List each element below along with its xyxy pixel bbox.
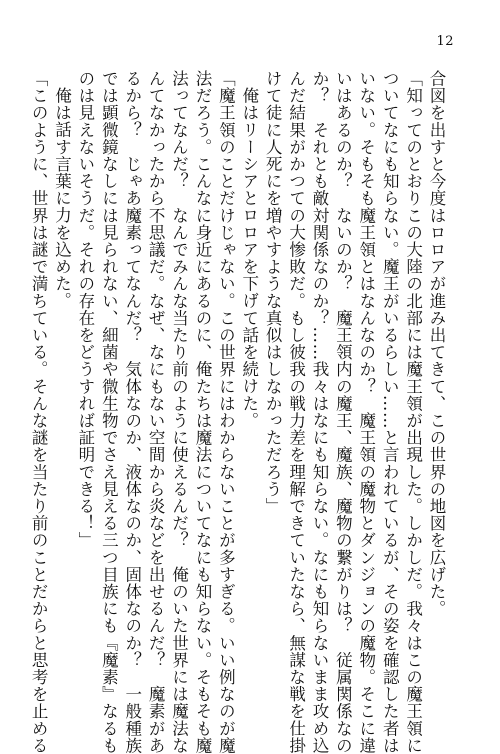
text-line: 法ってなんだ？ なんでみんな当たり前のように使えるんだ？ 俺のいた世界には魔法な [169,70,189,754]
text-line: では顕微鏡なしには見られない、細菌や微生物でさえ見える三つ目族にも『魔素』なるも [99,70,119,754]
text-line: いはあるのか？ ないのか？ 魔王領内の魔王、魔族、魔物の繋がりは？ 従属関係なの [333,70,353,754]
text-line: のは見えないそうだ。それの存在をどうすれば証明できる！」 [75,70,95,549]
novel-text-block [27,70,448,754]
text-line: 俺は話す言葉に力を込めた。 [52,86,72,309]
text-line: 法だろう。こんなに身近にあるのに、俺たちは魔法についてなにも知らない。そもそも魔 [192,70,212,754]
text-line: ついてなにも知らない。魔王がいるらしい……と言われているが、その姿を確認した者は [380,70,400,754]
text-line: 「知ってのとおりこの大陸の北部には魔王領が出現した。しかしだ。我々はこの魔王領に [403,70,423,754]
text-line: けて徒に人死にを増やすような真似はしなかっただろう」 [263,70,283,515]
text-line: か？ それとも敵対関係なのか？……我々はなにも知らない。なにも知らないまま攻め込 [309,70,329,754]
text-line: 俺はリーシアとロロアを下げて話を続けた。 [239,86,259,429]
text-line: 合図を出すと今度はロロアが進み出てきて、この世界の地図を広げた。 [427,70,446,618]
text-line: いない。そもそも魔王領とはなんなのか？ 魔王領の魔物とダンジョンの魔物。そこに違 [356,70,376,754]
text-line: んだ結果がかつての大惨敗だ。もし彼我の戦力差を理解できていたなら、無謀な戦を仕掛 [286,70,306,754]
text-line: んてなかったから不思議だ。なぜ、なにもない空間から炎などを出せるんだ？ 魔素があ [146,70,166,754]
text-line: 「魔王領のことだけじゃない。この世界にはわからないことが多すぎる。いい例なのが魔 [216,70,236,754]
text-line: るから？ じゃあ魔素ってなんだ？ 気体なのか、液体なのか、固体なのか？ 一般種族 [122,70,142,754]
text-line: 「このように、世界は謎で満ちている。そんな謎を当たり前のことだからと思考を止める [29,70,49,754]
page-number: 12 [436,34,454,49]
